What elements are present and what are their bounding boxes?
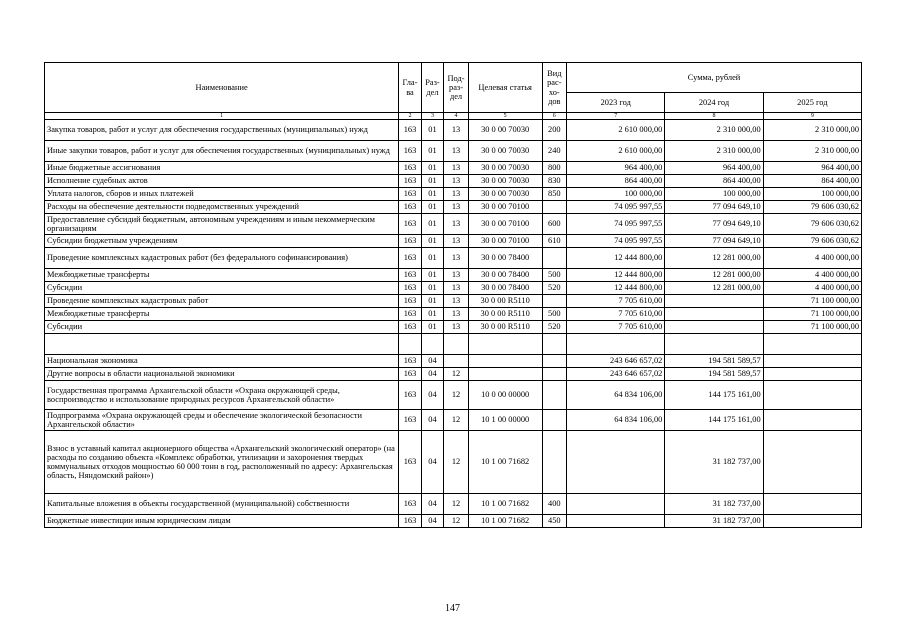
cell-name: Национальная экономика [45,355,399,368]
cell-razdel: 01 [421,214,444,235]
cell-razdel: 01 [421,308,444,321]
table-row [45,321,862,334]
cell-podrazdel: 12 [444,431,469,494]
cell-target: 30 0 00 70100 [468,235,542,248]
column-number-row [45,113,862,120]
cell-glava: 163 [399,235,422,248]
cell-2024: 100 000,00 [665,188,763,201]
cell-vid: 450 [542,515,567,528]
cell-vid: 830 [542,175,567,188]
cell-2023 [567,515,665,528]
cell-name: Подпрограмма «Охрана окружающей среды и обеспечение экологической безопасности Архангельской области» [45,410,399,431]
header-year-2023: 2023 год [567,93,665,113]
cell-podrazdel: 13 [444,188,469,201]
cell-podrazdel: 13 [444,282,469,295]
cell-target: 10 1 00 00000 [468,410,542,431]
cell-2023: 7 705 610,00 [567,295,665,308]
cell-2025: 4 400 000,00 [763,282,861,295]
cell-2025: 79 606 030,62 [763,235,861,248]
cell-glava: 163 [399,201,422,214]
cell-2023: 64 834 106,00 [567,410,665,431]
cell-2024: 12 281 000,00 [665,248,763,269]
cell-2025: 71 100 000,00 [763,308,861,321]
cell-2023: 12 444 800,00 [567,282,665,295]
cell-target: 30 0 00 70030 [468,188,542,201]
cell-2023: 2 610 000,00 [567,141,665,162]
header-razdel: Раз-дел [421,63,444,113]
cell-vid [542,381,567,410]
cell-target: 10 1 00 71682 [468,431,542,494]
cell-2025 [763,355,861,368]
cell-2025 [763,515,861,528]
table-row [45,355,862,368]
cell-name: Иные закупки товаров, работ и услуг для обеспечения государственных (муниципальных) нужд [45,141,399,162]
table-row [45,515,862,528]
cell-name: Проведение комплексных кадастровых работ [45,295,399,308]
column-number: 1 [45,113,399,120]
cell-target: 30 0 00 R5110 [468,308,542,321]
cell-razdel: 01 [421,188,444,201]
cell-target: 30 0 00 70100 [468,201,542,214]
cell-vid [542,248,567,269]
cell-vid [542,355,567,368]
column-number: 5 [468,113,542,120]
cell-target: 30 0 00 70030 [468,141,542,162]
cell-glava: 163 [399,355,422,368]
table-row [45,308,862,321]
cell-2024 [665,334,763,355]
cell-razdel: 01 [421,235,444,248]
cell-vid [542,410,567,431]
table-row [45,368,862,381]
cell-glava: 163 [399,381,422,410]
header-sum: Сумма, рублей [567,63,862,93]
cell-glava: 163 [399,515,422,528]
table-row [45,334,862,355]
cell-name: Бюджетные инвестиции иным юридическим лицам [45,515,399,528]
cell-target: 30 0 00 70100 [468,214,542,235]
cell-2023 [567,431,665,494]
table-row [45,431,862,494]
cell-podrazdel [444,334,469,355]
cell-name: Субсидии бюджетным учреждениям [45,235,399,248]
cell-2025: 71 100 000,00 [763,321,861,334]
cell-glava: 163 [399,321,422,334]
cell-podrazdel: 13 [444,141,469,162]
cell-razdel: 01 [421,321,444,334]
cell-2025: 79 606 030,62 [763,201,861,214]
cell-razdel: 04 [421,494,444,515]
cell-2024: 144 175 161,00 [665,410,763,431]
cell-2025: 2 310 000,00 [763,141,861,162]
column-number: 7 [567,113,665,120]
cell-2023: 64 834 106,00 [567,381,665,410]
cell-name: Иные бюджетные ассигнования [45,162,399,175]
cell-2024: 2 310 000,00 [665,141,763,162]
table-row [45,381,862,410]
cell-podrazdel: 13 [444,295,469,308]
cell-razdel: 04 [421,410,444,431]
cell-2023: 12 444 800,00 [567,269,665,282]
table-row [45,120,862,141]
cell-2023: 100 000,00 [567,188,665,201]
cell-2025 [763,431,861,494]
cell-vid: 500 [542,269,567,282]
header-glava: Гла-ва [399,63,422,113]
cell-2025: 964 400,00 [763,162,861,175]
header-podrazdel: Под-раз-дел [444,63,469,113]
cell-glava: 163 [399,282,422,295]
column-number: 4 [444,113,469,120]
column-number: 3 [421,113,444,120]
cell-podrazdel: 13 [444,308,469,321]
cell-target: 30 0 00 R5110 [468,321,542,334]
cell-vid: 600 [542,214,567,235]
cell-podrazdel: 12 [444,368,469,381]
header-name: Наименование [45,63,399,113]
cell-glava: 163 [399,431,422,494]
cell-target [468,368,542,381]
cell-2023: 864 400,00 [567,175,665,188]
cell-2023: 7 705 610,00 [567,308,665,321]
cell-2025: 864 400,00 [763,175,861,188]
cell-2025: 100 000,00 [763,188,861,201]
cell-2023: 2 610 000,00 [567,120,665,141]
cell-razdel: 01 [421,162,444,175]
cell-2024: 144 175 161,00 [665,381,763,410]
cell-razdel: 04 [421,368,444,381]
cell-glava: 163 [399,410,422,431]
cell-target: 10 0 00 00000 [468,381,542,410]
cell-razdel: 01 [421,201,444,214]
cell-vid: 200 [542,120,567,141]
cell-2024 [665,295,763,308]
cell-razdel: 04 [421,355,444,368]
cell-glava: 163 [399,120,422,141]
cell-razdel: 01 [421,120,444,141]
table-body [45,120,862,528]
cell-2025: 4 400 000,00 [763,248,861,269]
cell-target: 30 0 00 70030 [468,175,542,188]
cell-vid: 610 [542,235,567,248]
column-number: 6 [542,113,567,120]
cell-2024: 77 094 649,10 [665,235,763,248]
cell-razdel: 01 [421,141,444,162]
cell-vid: 520 [542,321,567,334]
table-row [45,188,862,201]
cell-razdel: 01 [421,295,444,308]
cell-name: Проведение комплексных кадастровых работ (без федерального софинансирования) [45,248,399,269]
page-number: 147 [445,603,460,614]
cell-name: Уплата налогов, сборов и иных платежей [45,188,399,201]
cell-2023: 964 400,00 [567,162,665,175]
cell-name: Предоставление субсидий бюджетным, автономным учреждениям и иным некоммерческим организациям [45,214,399,235]
cell-vid [542,368,567,381]
cell-2024: 12 281 000,00 [665,282,763,295]
cell-2023: 12 444 800,00 [567,248,665,269]
cell-2025 [763,381,861,410]
cell-2024: 77 094 649,10 [665,201,763,214]
cell-glava: 163 [399,162,422,175]
cell-glava [399,334,422,355]
budget-table [44,62,862,528]
cell-2023 [567,334,665,355]
cell-2024: 12 281 000,00 [665,269,763,282]
cell-target: 30 0 00 R5110 [468,295,542,308]
cell-target [468,355,542,368]
cell-2024 [665,308,763,321]
cell-name: Капитальные вложения в объекты государственной (муниципальной) собственности [45,494,399,515]
cell-2023: 243 646 657,02 [567,355,665,368]
cell-vid [542,295,567,308]
cell-name: Государственная программа Архангельской области «Охрана окружающей среды, воспроизводство и использование природных ресурсов Архангельской области» [45,381,399,410]
table-row [45,410,862,431]
cell-2025 [763,494,861,515]
cell-target: 10 1 00 71682 [468,494,542,515]
cell-podrazdel: 13 [444,120,469,141]
cell-2025 [763,410,861,431]
cell-glava: 163 [399,175,422,188]
header-year-2024: 2024 год [665,93,763,113]
cell-name: Межбюджетные трансферты [45,308,399,321]
cell-vid: 240 [542,141,567,162]
cell-podrazdel [444,355,469,368]
cell-2025 [763,334,861,355]
table-row [45,269,862,282]
cell-glava: 163 [399,269,422,282]
cell-2025 [763,368,861,381]
header-year-2025: 2025 год [763,93,861,113]
cell-target [468,334,542,355]
cell-vid: 500 [542,308,567,321]
column-number: 8 [665,113,763,120]
cell-podrazdel: 13 [444,235,469,248]
cell-2024 [665,321,763,334]
table-row [45,494,862,515]
cell-name: Исполнение судебных актов [45,175,399,188]
table-row [45,175,862,188]
cell-razdel: 01 [421,248,444,269]
cell-glava: 163 [399,141,422,162]
cell-name: Субсидии [45,321,399,334]
cell-2025: 71 100 000,00 [763,295,861,308]
cell-razdel: 04 [421,431,444,494]
table-row [45,282,862,295]
cell-2023: 74 095 997,55 [567,235,665,248]
cell-2024: 964 400,00 [665,162,763,175]
cell-podrazdel: 12 [444,381,469,410]
cell-target: 10 1 00 71682 [468,515,542,528]
cell-2024: 31 182 737,00 [665,431,763,494]
cell-glava: 163 [399,308,422,321]
cell-glava: 163 [399,368,422,381]
column-number: 9 [763,113,861,120]
cell-podrazdel: 13 [444,269,469,282]
cell-podrazdel: 12 [444,515,469,528]
cell-glava: 163 [399,494,422,515]
cell-glava: 163 [399,248,422,269]
cell-vid: 850 [542,188,567,201]
cell-2024: 31 182 737,00 [665,494,763,515]
cell-podrazdel: 13 [444,162,469,175]
cell-2023: 74 095 997,55 [567,201,665,214]
cell-2023: 243 646 657,02 [567,368,665,381]
cell-razdel: 01 [421,175,444,188]
cell-razdel: 04 [421,515,444,528]
table-row [45,141,862,162]
cell-2024: 864 400,00 [665,175,763,188]
table-row [45,248,862,269]
cell-2024: 31 182 737,00 [665,515,763,528]
cell-podrazdel: 12 [444,410,469,431]
table-row [45,162,862,175]
header-target: Целевая статья [468,63,542,113]
cell-2025: 2 310 000,00 [763,120,861,141]
cell-name [45,334,399,355]
cell-target: 30 0 00 70030 [468,120,542,141]
cell-name: Взнос в уставный капитал акционерного общества «Архангельский экологический оператор» (на расходы по созданию объекта «Комплекс обработки, утилизации и захоронения твердых коммунальных отходов мощностью 60 000 тонн в год, расположенный по адресу: Архангельская область, Няндомский район») [45,431,399,494]
column-number: 2 [399,113,422,120]
cell-name: Закупка товаров, работ и услуг для обеспечения государственных (муниципальных) нужд [45,120,399,141]
cell-2023 [567,494,665,515]
cell-target: 30 0 00 78400 [468,269,542,282]
cell-podrazdel: 13 [444,321,469,334]
cell-2024: 194 581 589,57 [665,355,763,368]
cell-2024: 77 094 649,10 [665,214,763,235]
cell-glava: 163 [399,214,422,235]
cell-name: Расходы на обеспечение деятельности подведомственных учреждений [45,201,399,214]
cell-vid: 400 [542,494,567,515]
cell-vid [542,334,567,355]
cell-2024: 194 581 589,57 [665,368,763,381]
cell-2023: 74 095 997,55 [567,214,665,235]
cell-target: 30 0 00 78400 [468,282,542,295]
header-vid: Вид рас-хо-дов [542,63,567,113]
cell-name: Субсидии [45,282,399,295]
cell-podrazdel: 13 [444,214,469,235]
table-row [45,295,862,308]
cell-glava: 163 [399,188,422,201]
cell-target: 30 0 00 70030 [468,162,542,175]
cell-2025: 4 400 000,00 [763,269,861,282]
cell-vid: 520 [542,282,567,295]
cell-2024: 2 310 000,00 [665,120,763,141]
table-row [45,235,862,248]
cell-target: 30 0 00 78400 [468,248,542,269]
cell-2025: 79 606 030,62 [763,214,861,235]
table-row [45,201,862,214]
cell-name: Межбюджетные трансферты [45,269,399,282]
cell-razdel: 01 [421,282,444,295]
cell-razdel [421,334,444,355]
cell-2023: 7 705 610,00 [567,321,665,334]
cell-razdel: 01 [421,269,444,282]
cell-podrazdel: 13 [444,201,469,214]
cell-podrazdel: 12 [444,494,469,515]
cell-razdel: 04 [421,381,444,410]
table-row [45,214,862,235]
cell-glava: 163 [399,295,422,308]
cell-vid: 800 [542,162,567,175]
cell-name: Другие вопросы в области национальной экономики [45,368,399,381]
cell-podrazdel: 13 [444,175,469,188]
cell-podrazdel: 13 [444,248,469,269]
cell-vid [542,431,567,494]
cell-vid [542,201,567,214]
